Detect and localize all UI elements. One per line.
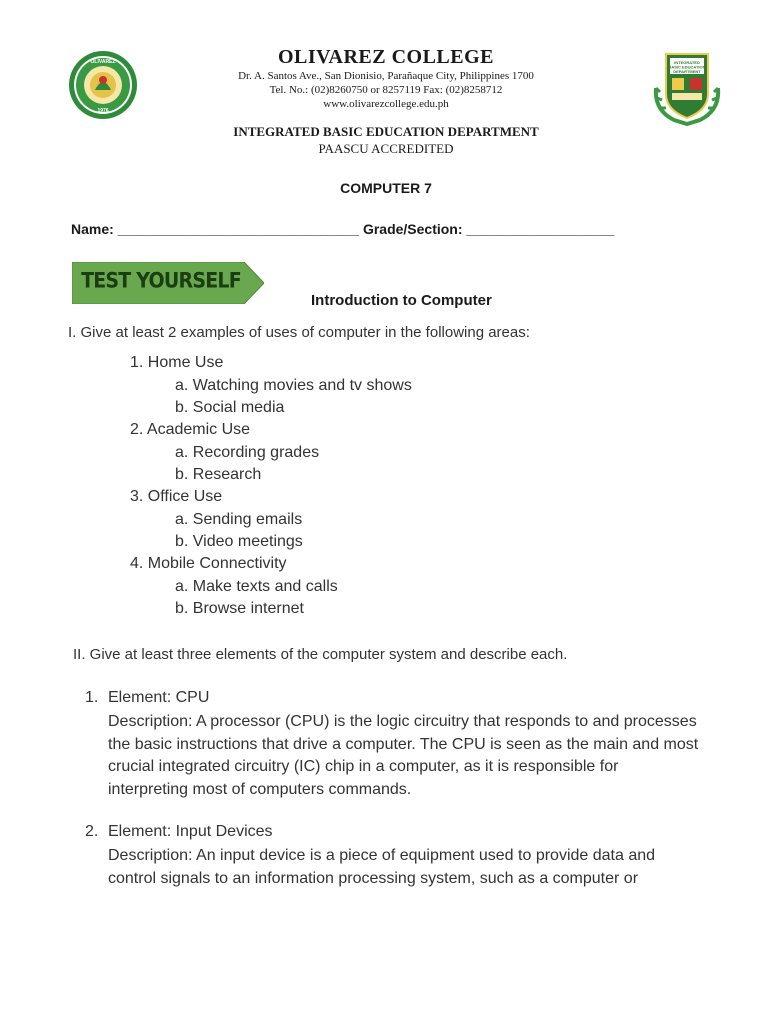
list-item: 4. Mobile Connectivity bbox=[130, 555, 287, 572]
banner-label: TEST YOURSELF bbox=[81, 268, 241, 294]
list-sub-item: b. Video meetings bbox=[175, 533, 303, 550]
list-item: 2. Academic Use bbox=[130, 421, 251, 438]
list-sub-item: b. Browse internet bbox=[175, 600, 304, 617]
svg-text:BASIC EDUCATION: BASIC EDUCATION bbox=[668, 64, 706, 70]
part-two-question: II. Give at least three elements of the computer system and describe each. bbox=[73, 646, 568, 663]
list-sub-item: b. Research bbox=[175, 466, 262, 483]
svg-text:1976: 1976 bbox=[97, 108, 109, 114]
lesson-title: Introduction to Computer bbox=[311, 292, 492, 309]
element-description bbox=[108, 845, 655, 890]
description-line: Description: A processor (CPU) is the logic circuitry that responds to and processes bbox=[108, 713, 697, 730]
svg-text:DEPARTMENT: DEPARTMENT bbox=[673, 69, 701, 74]
list-sub-item: b. Social media bbox=[175, 399, 285, 416]
description-line: crucial integrated circuitry (IC) chip in a computer, as it is responsible for bbox=[108, 758, 619, 775]
accreditation-label: PAASCU ACCREDITED bbox=[318, 141, 454, 156]
description-line: interpreting most of computers commands. bbox=[108, 780, 412, 798]
element-number: 2. bbox=[85, 823, 99, 840]
element-name: Element: Input Devices bbox=[108, 823, 273, 840]
list-sub-item: a. Recording grades bbox=[175, 444, 320, 461]
element-name: Element: CPU bbox=[108, 689, 210, 706]
svg-text:INTEGRATED: INTEGRATED bbox=[674, 60, 700, 65]
list-sub-item: a. Sending emails bbox=[175, 511, 303, 528]
college-phone-numbers: Tel. No.: (02)8260750 or 8257119 Fax: (02)8258712 bbox=[269, 84, 503, 96]
department-name: INTEGRATED BASIC EDUCATION DEPARTMENT bbox=[233, 124, 539, 139]
college-address: Dr. A. Santos Ave., San Dionisio, Parañaque City, Philippines 1700 bbox=[238, 70, 534, 82]
svg-text:OLIVAREZ: OLIVAREZ bbox=[90, 59, 116, 65]
description-line: Description: An input device is a piece of equipment used to provide data and bbox=[108, 847, 656, 864]
part-one-question: I. Give at least 2 examples of uses of computer in the following areas: bbox=[68, 324, 530, 341]
element-number: 1. bbox=[85, 689, 99, 706]
list-sub-item: a. Watching movies and tv shows bbox=[175, 377, 412, 394]
list-item: 1. Home Use bbox=[130, 354, 224, 371]
college-name: OLIVAREZ COLLEGE bbox=[277, 46, 495, 68]
test-yourself-banner bbox=[72, 262, 264, 304]
name-grade-section-line: Name: _______________________________ Grade/Section: ___________________ bbox=[71, 221, 615, 237]
list-item: 3. Office Use bbox=[130, 488, 223, 505]
description-line: the basic instructions that drive a computer. The CPU is seen as the main and most bbox=[108, 735, 699, 753]
description-line: control signals to an information processing system, such as a computer or bbox=[108, 869, 639, 887]
list-sub-item: a. Make texts and calls bbox=[175, 578, 338, 595]
college-website: www.olivarezcollege.edu.ph bbox=[323, 98, 449, 110]
subject-title: COMPUTER 7 bbox=[340, 180, 432, 196]
element-description bbox=[108, 711, 698, 801]
